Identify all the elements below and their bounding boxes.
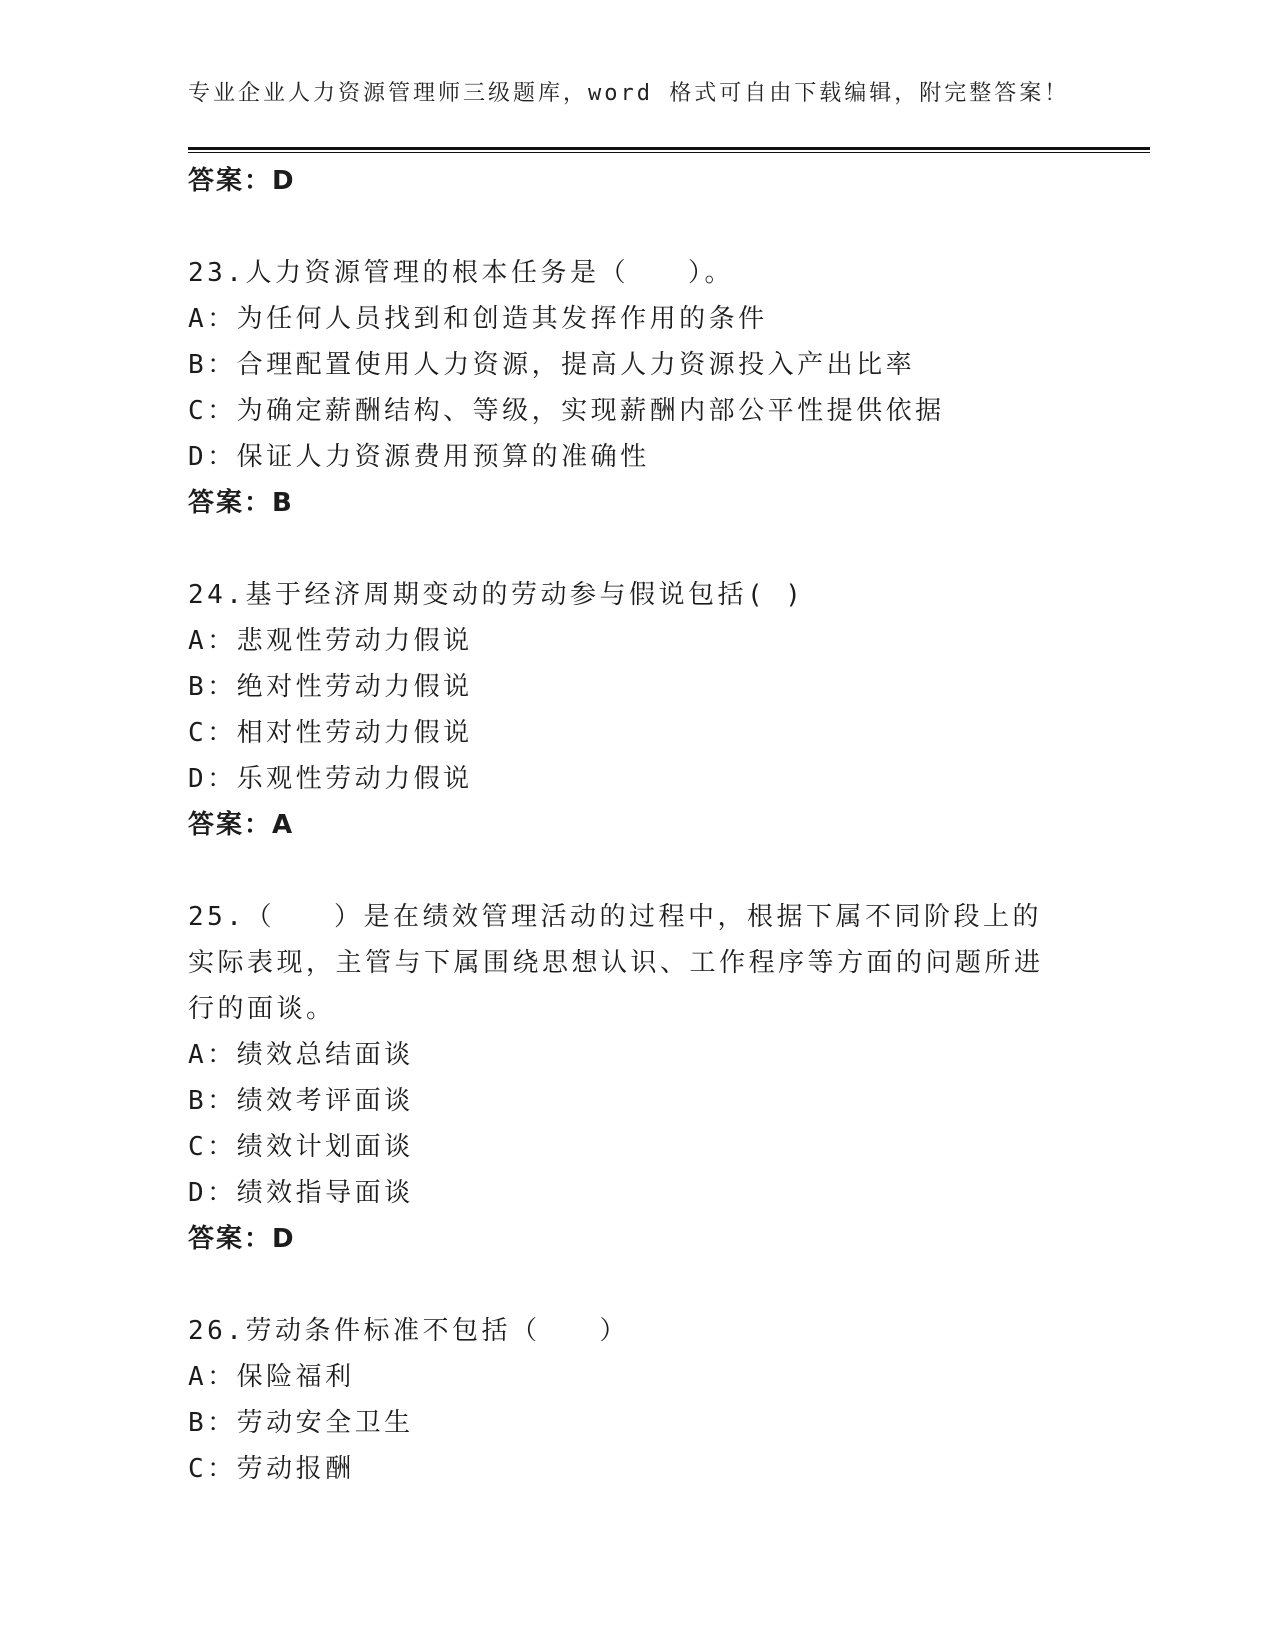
document-header: 专业企业人力资源管理师三级题库，word 格式可自由下载编辑，附完整答案！ bbox=[188, 81, 1070, 106]
header-rule-thin bbox=[188, 152, 1150, 153]
option-d: D：保证人力资源费用预算的准确性 bbox=[188, 442, 650, 472]
answer: 答案：D bbox=[188, 1224, 296, 1254]
option-c: C：为确定薪酬结构、等级，实现薪酬内部公平性提供依据 bbox=[188, 396, 945, 426]
option-d: D：乐观性劳动力假说 bbox=[188, 764, 473, 794]
option-b: B：绩效考评面谈 bbox=[188, 1086, 414, 1116]
question-stem: 26.劳动条件标准不包括（ ） bbox=[188, 1316, 629, 1346]
option-b: B：劳动安全卫生 bbox=[188, 1408, 414, 1438]
header-rule-thick bbox=[188, 147, 1150, 150]
question-stem: 23.人力资源管理的根本任务是（ ）。 bbox=[188, 258, 734, 288]
option-a: A：保险福利 bbox=[188, 1362, 355, 1392]
question-content bbox=[188, 158, 1088, 1492]
answer: 答案：A bbox=[188, 810, 295, 840]
option-c: C：劳动报酬 bbox=[188, 1454, 355, 1484]
answer-22: 答案：D bbox=[188, 166, 296, 196]
option-c: C：绩效计划面谈 bbox=[188, 1132, 414, 1162]
question-23 bbox=[188, 250, 1088, 526]
question-25 bbox=[188, 894, 1088, 1262]
question-26 bbox=[188, 1308, 1088, 1492]
option-c: C：相对性劳动力假说 bbox=[188, 718, 473, 748]
question-stem: 25.（ ）是在绩效管理活动的过程中，根据下属不同阶段上的实际表现，主管与下属围绕思想认识、工作程序等方面的问题所进行的面谈。 bbox=[188, 902, 1044, 1024]
option-a: A：绩效总结面谈 bbox=[188, 1040, 414, 1070]
answer: 答案：B bbox=[188, 488, 294, 518]
question-stem: 24.基于经济周期变动的劳动参与假说包括( ) bbox=[188, 580, 805, 610]
question-24 bbox=[188, 572, 1088, 848]
option-d: D：绩效指导面谈 bbox=[188, 1178, 414, 1208]
option-a: A：为任何人员找到和创造其发挥作用的条件 bbox=[188, 304, 768, 334]
option-a: A：悲观性劳动力假说 bbox=[188, 626, 473, 656]
option-b: B：合理配置使用人力资源，提高人力资源投入产出比率 bbox=[188, 350, 916, 380]
option-b: B：绝对性劳动力假说 bbox=[188, 672, 473, 702]
